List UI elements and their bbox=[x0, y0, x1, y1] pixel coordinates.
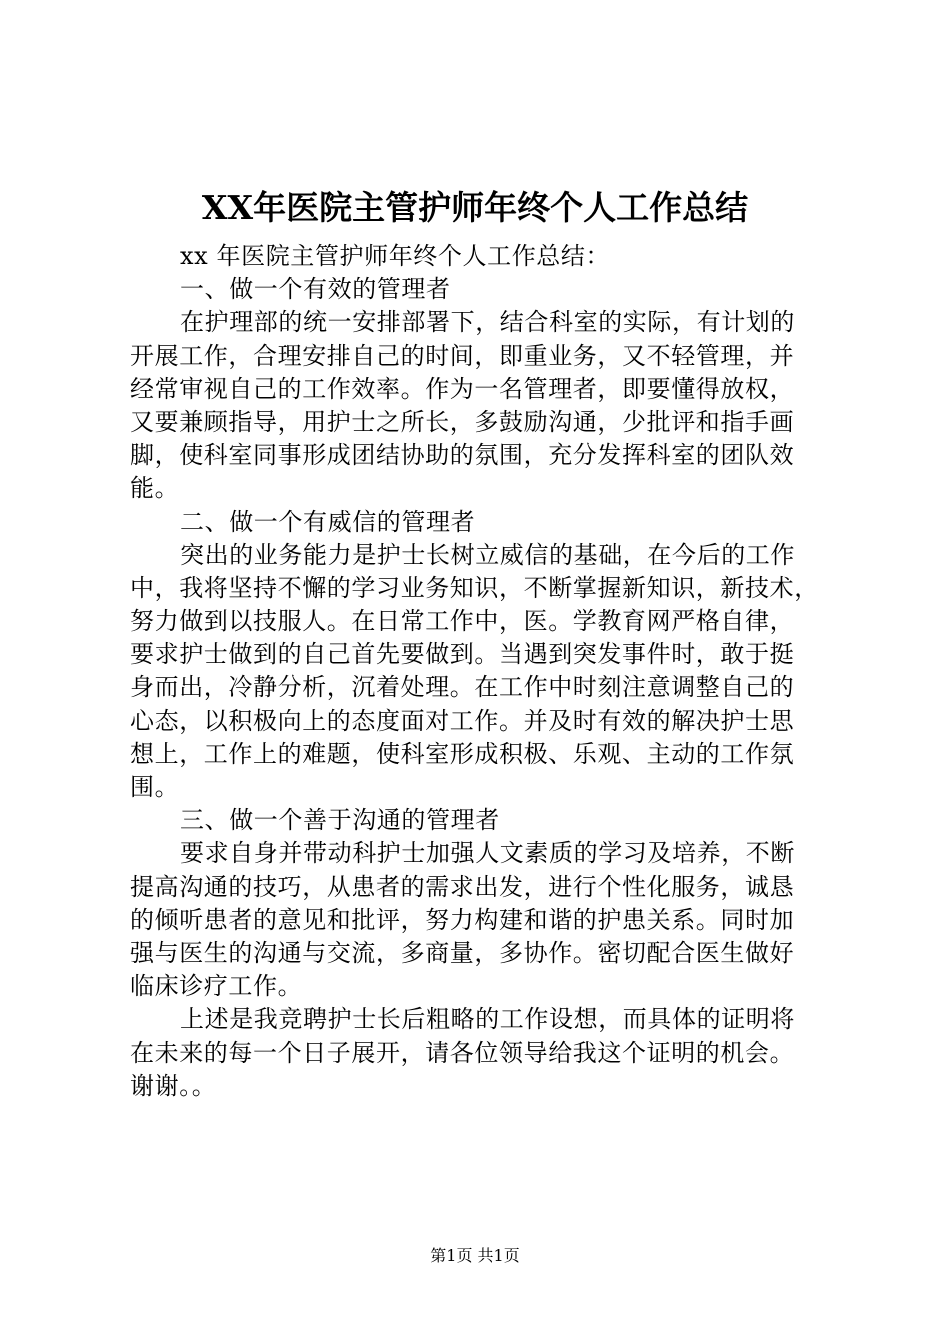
paragraph-line: 突出的业务能力是护士长树立威信的基础，在今后的工作 bbox=[180, 540, 795, 569]
paragraph-line: 脚，使科室同事形成团结协助的氛围，充分发挥科室的团队效 bbox=[130, 441, 795, 470]
paragraph-line: 心态，以积极向上的态度面对工作。并及时有效的解决护士思 bbox=[130, 706, 795, 735]
paragraph-line: 强与医生的沟通与交流，多商量，多协作。密切配合医生做好 bbox=[130, 938, 795, 967]
page-footer: 第1页 共1页 bbox=[430, 1246, 520, 1265]
section-heading-1: 一、做一个有效的管理者 bbox=[180, 275, 451, 304]
intro-line: xx 年医院主管护师年终个人工作总结： bbox=[180, 242, 611, 270]
paragraph-line: 要求自身并带动科护士加强人文素质的学习及培养，不断 bbox=[180, 839, 795, 868]
paragraph-line: 提高沟通的技巧，从患者的需求出发，进行个性化服务，诚恳 bbox=[130, 872, 795, 901]
paragraph-line: 在未来的每一个日子展开，请各位领导给我这个证明的机会。 bbox=[130, 1038, 795, 1067]
paragraph-line: 的倾听患者的意见和批评，努力构建和谐的护患关系。同时加 bbox=[130, 905, 795, 934]
paragraph-line: 开展工作，合理安排自己的时间，即重业务，又不轻管理，并 bbox=[130, 341, 795, 370]
paragraph-line: 能。 bbox=[130, 474, 180, 503]
paragraph-line: 努力做到以技服人。在日常工作中，医。学教育网严格自律， bbox=[130, 607, 795, 636]
section-heading-2: 二、做一个有威信的管理者 bbox=[180, 507, 476, 536]
document-body bbox=[130, 240, 830, 1103]
paragraph-line: 临床诊疗工作。 bbox=[130, 972, 303, 1001]
paragraph-line: 想上，工作上的难题，使科室形成积极、乐观、主动的工作氛 bbox=[130, 739, 795, 768]
paragraph-line: 上述是我竞聘护士长后粗略的工作设想，而具体的证明将 bbox=[180, 1005, 795, 1034]
section-heading-3: 三、做一个善于沟通的管理者 bbox=[180, 806, 500, 835]
paragraph-line: 中，我将坚持不懈的学习业务知识，不断掌握新知识，新技术， bbox=[130, 573, 819, 602]
paragraph-line: 又要兼顾指导，用护士之所长，多鼓励沟通，少批评和指手画 bbox=[130, 407, 795, 436]
paragraph-line: 要求护士做到的自己首先要做到。当遇到突发事件时，敢于挺 bbox=[130, 640, 795, 669]
paragraph-line: 身而出，冷静分析，沉着处理。在工作中时刻注意调整自己的 bbox=[130, 673, 795, 702]
paragraph-line: 围。 bbox=[130, 773, 180, 801]
paragraph-line: 经常审视自己的工作效率。作为一名管理者，即要懂得放权， bbox=[130, 374, 795, 403]
document-title: XX年医院主管护师年终个人工作总结 bbox=[201, 188, 749, 227]
paragraph-line: 谢谢。。 bbox=[130, 1071, 217, 1100]
paragraph-line: 在护理部的统一安排部署下，结合科室的实际，有计划的 bbox=[180, 308, 795, 337]
